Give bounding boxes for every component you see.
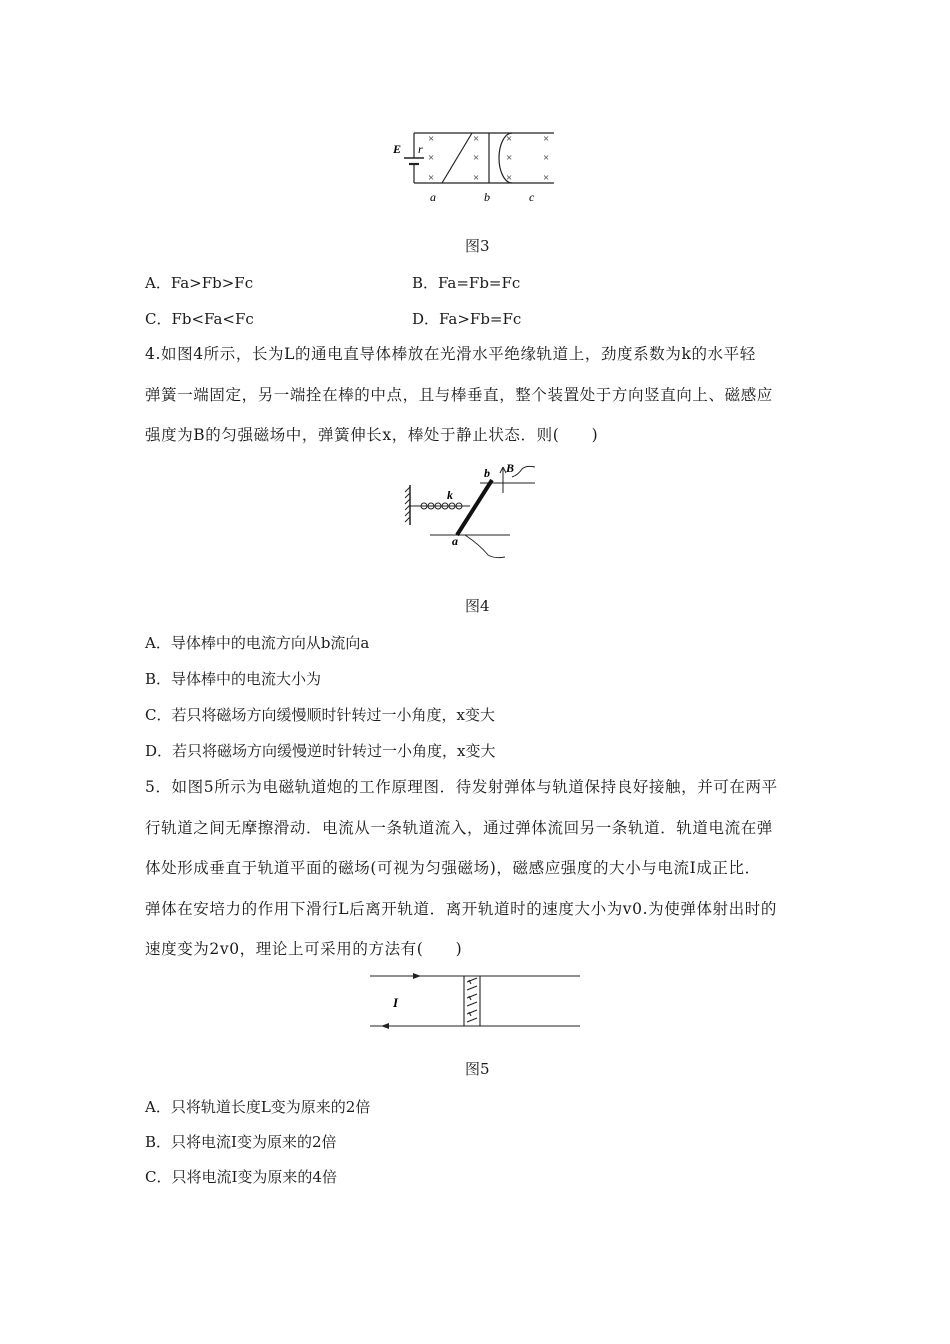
fig3-cross: ×	[543, 152, 550, 164]
fig3-cross: ×	[506, 152, 513, 164]
q4-option-b: B．导体棒中的电流大小为	[145, 670, 322, 688]
q5-option-c: C．只将电流I变为原来的4倍	[145, 1168, 337, 1186]
fig3-cross: ×	[428, 133, 435, 145]
q3-option-d: D．Fa>Fb=Fc	[412, 310, 522, 328]
q4-stem-line: 强度为B的匀强磁场中，弹簧伸长x，棒处于静止状态．则( )	[145, 426, 599, 444]
fig3-cross: ×	[473, 152, 480, 164]
fig3-cross: ×	[428, 172, 435, 184]
q5-stem-line: 速度变为2v0，理论上可采用的方法有( )	[145, 940, 463, 958]
q3-option-b: B．Fa=Fb=Fc	[412, 274, 521, 292]
q5-stem-line: 体处形成垂直于轨道平面的磁场(可视为匀强磁场)，磁感应强度的大小与电流I成正比．	[145, 859, 761, 877]
figure-4-caption: 图4	[465, 597, 490, 615]
q5-stem-line: 5．如图5所示为电磁轨道炮的工作原理图．待发射弹体与轨道保持良好接触，并可在两平	[145, 778, 778, 796]
q5-stem-line: 行轨道之间无摩擦滑动．电流从一条轨道流入，通过弹体流回另一条轨道．轨道电流在弹	[145, 819, 773, 837]
fig4-label-a: a	[452, 534, 458, 548]
q5-stem-line: 弹体在安培力的作用下滑行L后离开轨道．离开轨道时的速度大小为v0.为使弹体射出时的	[145, 900, 777, 918]
fig3-label-r: r	[418, 142, 423, 156]
figure-4-diagram	[400, 455, 550, 560]
q4-stem-line: 弹簧一端固定，另一端拴在棒的中点，且与棒垂直，整个装置处于方向竖直向上、磁感应	[145, 386, 773, 404]
fig3-label-a: a	[430, 190, 436, 204]
q4-option-d: D．若只将磁场方向缓慢逆时针转过一小角度，x变大	[145, 742, 496, 760]
fig3-cross: ×	[428, 152, 435, 164]
fig5-label-I: I	[393, 995, 399, 1010]
q5-option-b: B．只将电流I变为原来的2倍	[145, 1133, 337, 1151]
fig3-cross: ×	[543, 172, 550, 184]
figure-5-caption: 图5	[465, 1060, 490, 1078]
fig3-cross: ×	[473, 133, 480, 145]
q4-option-a: A．导体棒中的电流方向从b流向a	[145, 634, 370, 652]
fig3-label-c: c	[529, 190, 535, 204]
q3-option-c: C．Fb<Fa<Fc	[145, 310, 254, 328]
figure-3-caption: 图3	[465, 237, 490, 255]
fig3-label-E: E	[393, 142, 402, 156]
figure-3-circuit	[390, 125, 570, 210]
q4-stem-line: 4.如图4所示，长为L的通电直导体棒放在光滑水平绝缘轨道上，劲度系数为k的水平轻	[145, 345, 756, 363]
fig3-cross: ×	[506, 172, 513, 184]
q3-option-a: A．Fa>Fb>Fc	[145, 274, 254, 292]
fig3-cross: ×	[473, 172, 480, 184]
fig3-cross: ×	[543, 133, 550, 145]
fig4-label-b: b	[484, 466, 490, 480]
fig3-label-b: b	[484, 190, 490, 204]
fig4-label-B: B	[506, 461, 515, 475]
figure-5-railgun	[365, 968, 585, 1033]
q5-option-a: A．只将轨道长度L变为原来的2倍	[145, 1098, 371, 1116]
q4-option-c: C．若只将磁场方向缓慢顺时针转过一小角度，x变大	[145, 706, 495, 724]
fig3-cross: ×	[506, 133, 513, 145]
fig4-label-k: k	[447, 488, 453, 502]
